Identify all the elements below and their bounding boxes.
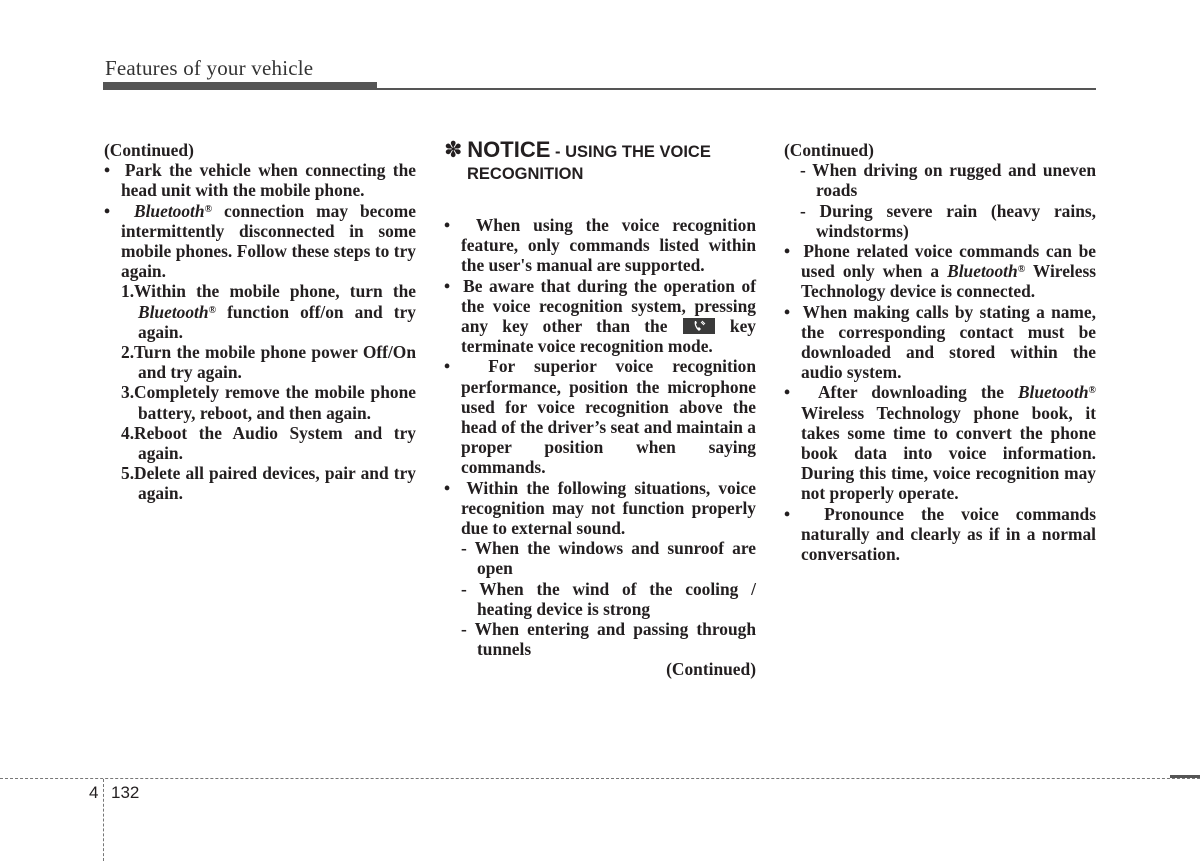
- list-item: • Bluetooth® connection may become intermittently disconnected in some mobile phones. Follow these steps to try again.: [104, 200, 416, 282]
- page-header-title: Features of your vehicle: [105, 56, 314, 80]
- bluetooth-brand: Bluetooth: [134, 200, 205, 221]
- list-item: • Be aware that during the operation of the voice recognition system, pressing any key other than the key terminate voice recognition mode.: [444, 275, 757, 357]
- voice-key-icon: [683, 318, 715, 334]
- list-item: • After downloading the Bluetooth® Wireless Technology phone book, it takes some time to convert the phone book data into voice information. During this time, voice recognition may not properly operate.: [784, 382, 1096, 504]
- sub-list-item: - When the wind of the cooling / heating device is strong: [461, 578, 756, 619]
- header-rule-thick: [103, 82, 377, 90]
- footer-dashed-divider: [103, 779, 104, 861]
- bluetooth-brand: Bluetooth: [1017, 382, 1089, 403]
- footer-dashed-rule: [0, 778, 1200, 779]
- header-rule-thin: [377, 88, 1096, 90]
- list-item: • Pronounce the voice commands naturally and clearly as if in a normal conversation.: [784, 503, 1096, 565]
- step-item: 1.Within the mobile phone, turn the Bluetooth® function off/on and try again.: [121, 281, 416, 342]
- list-item: • Park the vehicle when connecting the head unit with the mobile phone.: [104, 160, 416, 201]
- list-item: • For superior voice recognition performance, position the microphone used for voice recognition above the head of the driver’s seat and maintain a proper position when saying commands.: [444, 356, 756, 478]
- step-item: 4.Reboot the Audio System and try again.: [121, 422, 416, 464]
- page-edge-mark: [1170, 775, 1200, 778]
- list-item: • Phone related voice commands can be used only when a Bluetooth® Wireless Technology device is connected.: [784, 241, 1096, 302]
- notice-star-icon: ✽: [444, 137, 463, 162]
- notice-heading: [444, 137, 756, 185]
- sub-list-item: - When entering and passing through tunnels: [461, 619, 756, 660]
- step-item: 2.Turn the mobile phone power Off/On and try again.: [121, 342, 416, 383]
- column-left: [104, 140, 416, 504]
- registered-mark: ®: [208, 304, 217, 316]
- step-item: 5.Delete all paired devices, pair and try again.: [121, 463, 416, 504]
- bluetooth-brand: Bluetooth: [947, 261, 1018, 282]
- notice-subtitle: - USING THE VOICE RECOGNITION: [467, 143, 711, 183]
- chapter-number: 4: [89, 783, 99, 802]
- sub-list-item: - When the windows and sunroof are open: [461, 538, 756, 579]
- list-item: • When using the voice recognition feature, only commands listed within the user's manual are supported.: [444, 215, 756, 276]
- column-right: [784, 140, 1096, 564]
- registered-mark: ®: [1017, 264, 1026, 276]
- continued-label: (Continued): [104, 140, 194, 160]
- registered-mark: ®: [204, 203, 213, 215]
- step-item: 3.Completely remove the mobile phone battery, reboot, and then again.: [121, 382, 416, 423]
- sub-list-item: - During severe rain (heavy rains, windstorms): [800, 200, 1096, 241]
- list-item: • Within the following situations, voice recognition may not function properly due to external sound.: [444, 477, 756, 539]
- column-middle: [444, 137, 757, 680]
- notice-title: NOTICE: [467, 137, 551, 162]
- list-item: • When making calls by stating a name, the corresponding contact must be downloaded and stored within the audio system.: [784, 301, 1096, 383]
- continued-label: (Continued): [784, 140, 874, 160]
- continued-label: (Continued): [666, 659, 756, 680]
- bluetooth-brand: Bluetooth: [138, 301, 209, 322]
- page-number: 132: [111, 783, 140, 802]
- registered-mark: ®: [1088, 385, 1096, 397]
- sub-list-item: - When driving on rugged and uneven roads: [800, 160, 1096, 201]
